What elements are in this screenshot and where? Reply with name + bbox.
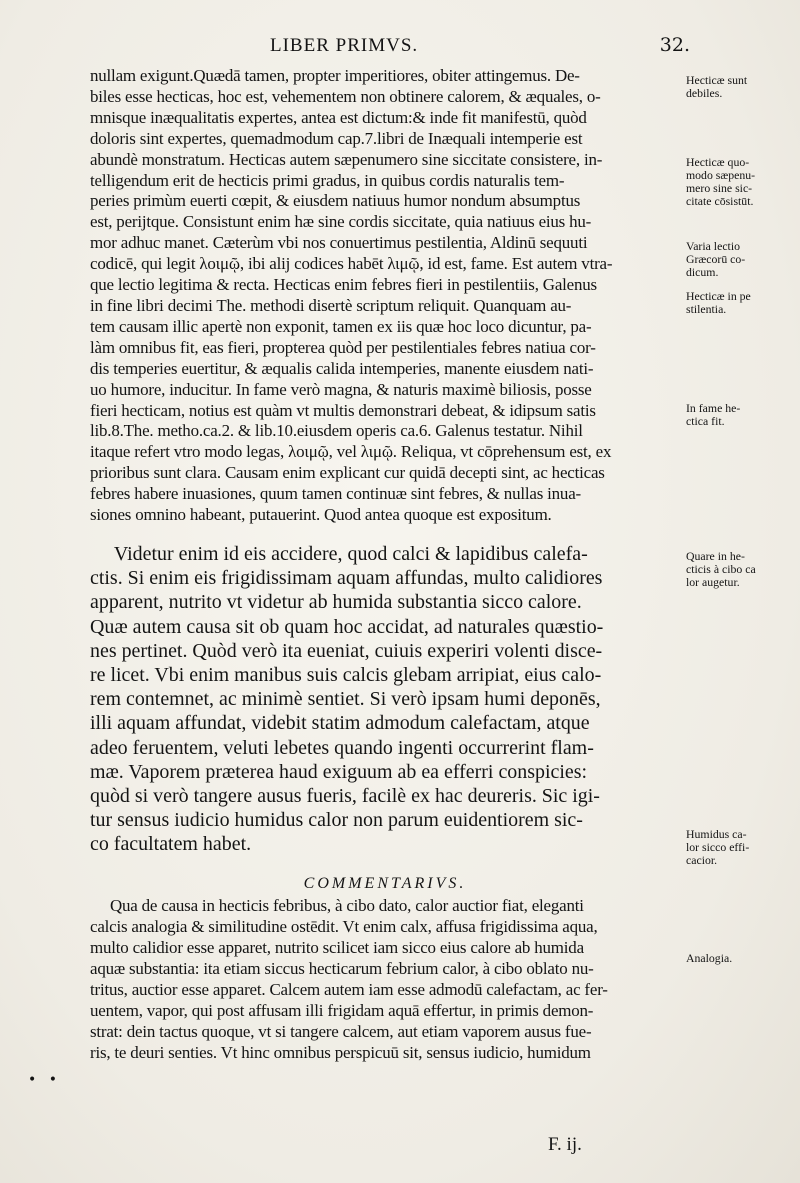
marginal-note-line: Analogia.: [686, 951, 733, 965]
marginal-note-3: [686, 240, 798, 279]
paragraph-main-text: [90, 542, 680, 857]
page-number: 32.: [659, 34, 690, 56]
marginal-note-line: debiles.: [686, 86, 723, 100]
text-line: Qua de causa in hecticis febribus, à cibo dato, calor auctior fiat, eleganti: [109, 895, 584, 915]
text-line: illi aquam affundat, videbit statim admodum calefactam, atque: [90, 712, 590, 735]
marginal-note-line: stilentia.: [686, 302, 727, 316]
text-line: rem contemnet, ac minimè sentiet. Si verò ipsam humi deponēs,: [90, 688, 601, 711]
text-line: siones omnino habeant, putauerint. Quod antea quoque est expositum.: [90, 505, 552, 525]
text-line: est, perijtque. Consistunt enim hæ sine cordis siccitate, quia natiuus eius hu-: [90, 212, 592, 232]
text-line: lib.8.The. metho.ca.2. & lib.10.eiusdem operis ca.6. Galenus testatur. Nihil: [90, 421, 583, 441]
text-line: fieri hecticam, notius est quàm vt multis demonstrari debeat, & idipsum satis: [90, 400, 596, 420]
text-line: apparent, nutrito vt videtur ab humida substantia sicco calore.: [90, 591, 582, 614]
marginal-note-line: cticis à cibo ca: [686, 562, 756, 576]
marginal-note-line: Varia lectio: [686, 239, 740, 253]
marginal-note-line: citate cōsistūt.: [686, 194, 754, 208]
text-line: mor adhuc manet. Cæterùm vbi nos conuertimus pestilentia, Aldinū sequuti: [90, 233, 588, 253]
text-line: strat: dein tactus quoque, vt si tangere calcem, aut etiam vaporem ausus fue-: [90, 1021, 592, 1041]
marginal-note-line: In fame he-: [686, 401, 741, 415]
text-line: telligendum erit de hecticis primi gradus, in quibus cordis naturalis tem-: [90, 170, 565, 190]
text-line: itaque refert vtro modo legas, λοιμῷ, vel λιμῷ. Reliqua, vt cōprehensum est, ex: [90, 442, 612, 462]
text-line: tritus, auctior esse apparet. Calcem autem iam esse admodū calefactam, ac fer-: [90, 979, 608, 999]
text-line: peries primùm euerti cœpit, & eiusdem natiuus humor nondum absumptus: [90, 191, 581, 211]
text-line: calcis analogia & similitudine ostēdit. Vt enim calx, affusa frigidissima aqua,: [90, 916, 598, 936]
text-line: abundè monstratum. Hecticas autem sæpenumero sine siccitate consistere, in-: [90, 149, 603, 169]
text-line: codicē, qui legit λοιμῷ, ibi alij codices habēt λιμῷ, id est, fame. Est autem vtra-: [90, 254, 613, 274]
text-line: que lectio legitima & recta. Hecticas enim febres fieri in pestilentiis, Galenus: [90, 275, 597, 295]
text-line: ctis. Si enim eis frigidissimam aquam affundas, multo calidiores: [90, 567, 603, 590]
signature-mark: F. ij.: [548, 1134, 582, 1155]
page-header: [90, 34, 690, 57]
marginal-note-1: [686, 74, 798, 100]
text-line: febres habere inuasiones, quum tamen continuæ sint febres, & nullas inua-: [90, 484, 581, 504]
marginal-note-line: Hecticæ sunt: [686, 73, 748, 87]
marginal-note-8: [686, 952, 798, 965]
section-heading: COMMENTARIVS.: [303, 874, 467, 892]
running-title: LIBER PRIMVS.: [270, 35, 419, 56]
paragraph-commentary-1: [90, 66, 680, 526]
marginal-note-line: lor augetur.: [686, 575, 740, 589]
text-line: mnisque inæqualitatis expertes, antea est dictum:& inde fit manifestū, quòd: [90, 107, 587, 127]
text-line: prioribus sunt clara. Causam enim explicant cur quidā decepti sint, ac hecticas: [90, 463, 605, 483]
text-line: uentem, vapor, qui post affusam illi frigidam aquā effertur, in primis demon-: [90, 1000, 594, 1020]
text-line: biles esse hecticas, hoc est, vehementem non obtinere calorem, & æquales, o-: [90, 86, 601, 106]
text-line: nes pertinet. Quòd verò ita eueniat, cuiuis experiri volenti disce-: [90, 639, 603, 662]
marginal-note-line: Quare in he-: [686, 549, 745, 563]
text-line: aquæ substantia: ita etiam siccus hecticarum febrium calor, à cibo oblato nu-: [90, 958, 594, 978]
text-block: [90, 66, 680, 1063]
marginal-note-line: modo sæpenu-: [686, 168, 756, 182]
marginal-note-line: Hecticæ quo-: [686, 155, 750, 169]
marginal-note-7: [686, 828, 798, 867]
marginal-note-line: Græcorū co-: [686, 252, 746, 266]
marginal-note-4: [686, 290, 798, 316]
text-line: multo calidior esse apparet, nutrito scilicet iam sicco eius calore ab humida: [90, 937, 584, 957]
marginal-note-line: mero sine sic-: [686, 181, 753, 195]
text-line: adeo feruentem, veluti lebetes quando ingenti occurrerint flam-: [90, 736, 594, 759]
text-line: nullam exigunt.Quædā tamen, propter imperitiores, obiter attingemus. De-: [90, 66, 580, 85]
text-line: co facultatem habet.: [90, 833, 252, 856]
marginal-note-line: Hecticæ in pe: [686, 289, 751, 303]
text-line: mæ. Vaporem præterea haud exiguum ab ea efferri conspicies:: [90, 760, 588, 783]
marginal-note-2: [686, 156, 798, 208]
margin-dots-decoration: • •: [28, 1072, 61, 1088]
text-line: doloris sint expertes, quemadmodum cap.7.libri de Inæquali intemperie est: [90, 128, 583, 148]
text-line: uo humore, inducitur. In fame verò magna, & naturis maximè biliosis, posse: [90, 379, 592, 399]
text-line: in fine libri decimi The. methodi disertè scriptum reliquit. Quanquam au-: [90, 295, 572, 315]
marginal-note-line: Humidus ca-: [686, 827, 747, 841]
text-line: làm omnibus fit, eas fieri, propterea quòd per pestilentiales febres natiua cor-: [90, 337, 596, 357]
marginal-note-line: dicum.: [686, 265, 719, 279]
text-line: re licet. Vbi enim manibus suis calcis glebam arripiat, eius calo-: [90, 663, 602, 686]
paragraph-commentary-2: [90, 895, 680, 1063]
text-line: ris, te deuri senties. Vt hinc omnibus perspicuū sit, sensus iudicio, humidum: [90, 1042, 591, 1062]
marginal-note-line: cacior.: [686, 853, 718, 867]
marginal-note-6: [686, 550, 798, 589]
text-line: tem causam illic apertè non exponit, tamen ex iis quæ hoc loco dicuntur, pa-: [90, 316, 592, 336]
marginal-note-line: ctica fit.: [686, 414, 725, 428]
marginal-note-line: lor sicco effi-: [686, 840, 750, 854]
marginal-note-5: [686, 402, 798, 428]
text-line: dis temperies euertitur, & æqualis calida intemperies, manente eiusdem nati-: [90, 358, 594, 378]
text-line: quòd si verò tangere ausus fueris, facilè ex hac deureris. Sic igi-: [90, 784, 600, 807]
text-line: Videtur enim id eis accidere, quod calci & lapidibus calefa-: [113, 542, 588, 565]
text-line: tur sensus iudicio humidus calor non parum euidentiorem sic-: [90, 809, 583, 832]
text-line: Quæ autem causa sit ob quam hoc accidat, ad naturales quæstio-: [90, 615, 604, 638]
